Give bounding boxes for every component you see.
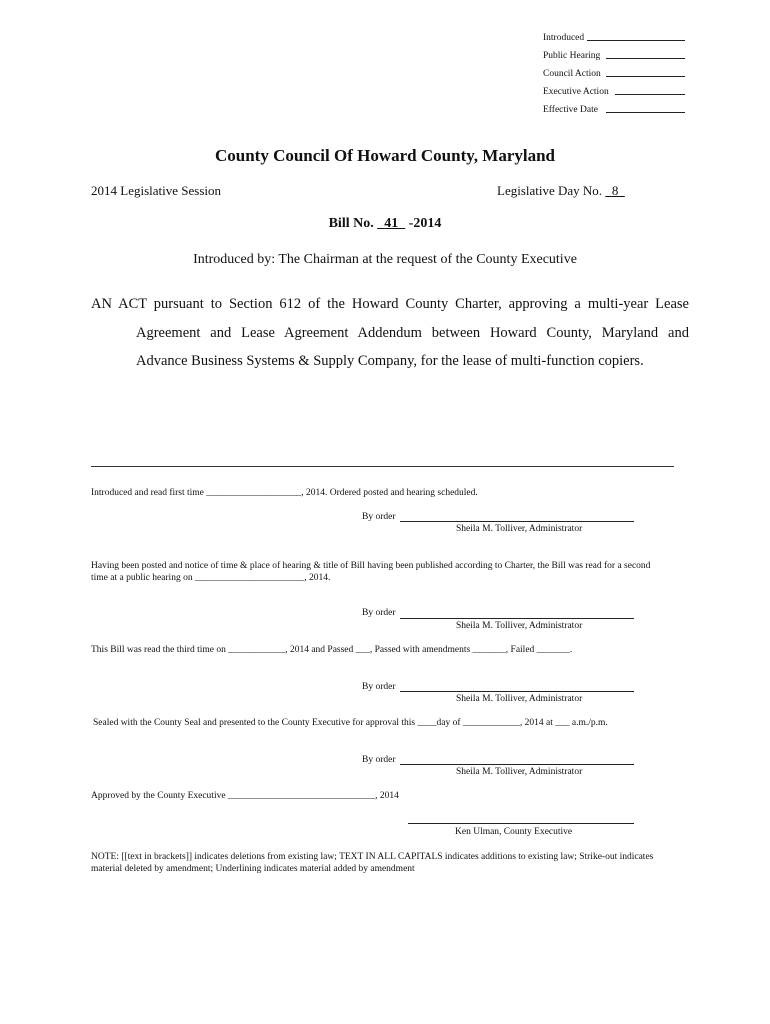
- second-reading-text-1: Having been posted and notice of time & place of hearing & title of Bill having been published according to Charter, the Bill was read for a second: [91, 561, 651, 571]
- first-reading-text: Introduced and read first time ____________________, 2014. Ordered posted and hearing scheduled.: [91, 488, 478, 498]
- status-introduced-line[interactable]: [587, 40, 685, 41]
- executive-signature-line[interactable]: [408, 823, 634, 824]
- administrator-name-4: Sheila M. Tolliver, Administrator: [456, 767, 583, 777]
- third-reading-text: This Bill was read the third time on ____________, 2014 and Passed ___, Passed with amendments _______, Failed _______.: [91, 645, 573, 655]
- legislative-day-number: 8: [611, 183, 619, 198]
- by-order-label-2: By order: [362, 608, 396, 618]
- status-effective-date-label: Effective Date: [543, 105, 598, 115]
- by-order-label-1: By order: [362, 512, 396, 522]
- status-public-hearing-label: Public Hearing: [543, 51, 601, 61]
- act-line-1: AN ACT pursuant to Section 612 of the Howard County Charter, approving a multi-year Lease: [91, 296, 689, 312]
- approved-text: Approved by the County Executive _______________________________, 2014: [91, 791, 399, 801]
- status-council-action-line[interactable]: [606, 76, 685, 77]
- status-effective-date-line[interactable]: [606, 112, 685, 113]
- status-executive-action-line[interactable]: [615, 94, 685, 95]
- bill-label: Bill No.: [328, 216, 374, 231]
- legislative-day: [497, 183, 625, 199]
- signature-line-3[interactable]: [400, 691, 634, 692]
- status-executive-action-label: Executive Action: [543, 87, 609, 97]
- second-reading-text-2: time at a public hearing on _______________________, 2014.: [91, 573, 331, 583]
- administrator-name-1: Sheila M. Tolliver, Administrator: [456, 524, 583, 534]
- by-order-label-3: By order: [362, 682, 396, 692]
- act-line-3: Advance Business Systems & Supply Company, for the lease of multi-function copiers.: [136, 353, 644, 369]
- bill-number: [0, 216, 770, 232]
- status-introduced-label: Introduced: [543, 33, 585, 43]
- legislative-day-label: Legislative Day No.: [497, 183, 603, 198]
- signature-line-1[interactable]: [400, 521, 634, 522]
- legislative-session: 2014 Legislative Session: [91, 183, 221, 198]
- introduced-by: Introduced by: The Chairman at the request of the County Executive: [193, 252, 577, 267]
- by-order-label-4: By order: [362, 755, 396, 765]
- act-description: [91, 290, 689, 376]
- executive-name: Ken Ulman, County Executive: [455, 827, 573, 837]
- sealed-text: Sealed with the County Seal and presented to the County Executive for approval this ____day of ____________, 2014 at ___ a.m./p.m.: [93, 718, 608, 728]
- signature-line-2[interactable]: [400, 618, 634, 619]
- document-title: County Council Of Howard County, Maryland: [214, 146, 556, 165]
- status-public-hearing-line[interactable]: [606, 58, 685, 59]
- administrator-name-2: Sheila M. Tolliver, Administrator: [456, 621, 583, 631]
- section-divider: [91, 466, 674, 467]
- signature-line-4[interactable]: [400, 764, 634, 765]
- legend-note: NOTE: [[text in brackets]] indicates deletions from existing law; TEXT IN ALL CAPITALS indicates additions to existing law; Strike-out indicates material deleted by amendment; Underlining indicates material added by amendment: [91, 852, 654, 874]
- status-council-action-label: Council Action: [543, 69, 601, 79]
- act-line-2: Agreement and Lease Agreement Addendum between Howard County, Maryland and: [136, 324, 689, 341]
- bill-year: -2014: [408, 216, 442, 231]
- bill-number-value: 41: [384, 216, 399, 231]
- administrator-name-3: Sheila M. Tolliver, Administrator: [456, 694, 583, 704]
